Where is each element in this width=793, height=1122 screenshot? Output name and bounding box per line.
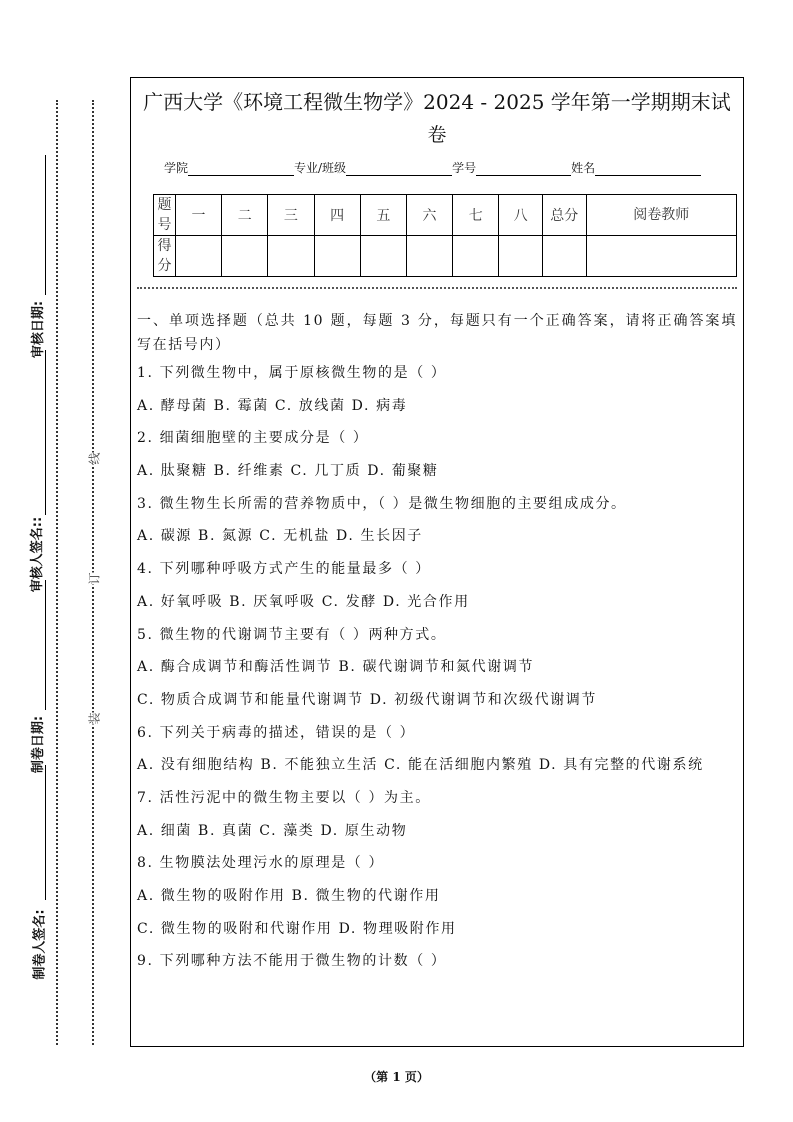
signature-line (45, 350, 46, 515)
table-header-cell: 总分 (542, 195, 586, 236)
dotted-margin-line (56, 100, 58, 1045)
name-label: 姓名 (571, 161, 596, 175)
question-options: A. 细菌 B. 真菌 C. 藻类 D. 原生动物 (137, 822, 408, 839)
question-stem: 4. 下列哪种呼吸方式产生的能量最多（ ） (137, 561, 431, 578)
table-header-cell: 四 (314, 195, 360, 236)
table-header-cell: 一 (175, 195, 221, 236)
question-stem: 8. 生物膜法处理污水的原理是（ ） (137, 855, 385, 872)
question-options: A. 好氧呼吸 B. 厌氧呼吸 C. 发酵 D. 光合作用 (137, 593, 470, 610)
signature-line (45, 580, 46, 710)
question-options: A. 碳源 B. 氮源 C. 无机盐 D. 生长因子 (137, 528, 423, 545)
question-stem: 1. 下列微生物中，属于原核微生物的是（ ） (137, 365, 447, 381)
compile-date-label: 制卷日期: (31, 715, 47, 774)
score-cell[interactable] (406, 236, 452, 277)
question-options: A. 酶合成调节和酶活性调节 B. 碳代谢调节和氮代谢调节 (137, 659, 535, 676)
id-label: 学号 (452, 161, 477, 175)
compiler-signature-label: 制卷人签名: (32, 909, 48, 980)
table-header-cell: 阅卷教师 (586, 195, 736, 236)
reviewer-signature-label: 审核人签名:: (30, 516, 46, 593)
section-heading: 一、单项选择题（总共 10 题，每题 3 分，每题只有一个正确答案，请将正确答案填写在括号内） (137, 313, 737, 353)
score-cell[interactable] (314, 236, 360, 277)
score-cell[interactable] (586, 236, 736, 277)
name-field[interactable] (595, 163, 701, 176)
table-header-cell: 五 (360, 195, 406, 236)
score-table (153, 194, 737, 277)
signature-line (45, 155, 46, 295)
binding-mark-staple: 订 (84, 572, 105, 584)
score-row-label: 得分 (154, 236, 176, 277)
score-cell[interactable] (542, 236, 586, 277)
question-options: A. 微生物的吸附作用 B. 微生物的代谢作用 (137, 888, 441, 904)
college-field[interactable] (188, 163, 294, 176)
question-stem: 9. 下列哪种方法不能用于微生物的计数（ ） (137, 953, 447, 970)
college-label: 学院 (164, 161, 189, 175)
exam-title: 广西大学《环境工程微生物学》2024 - 2025 学年第一学期期末试 (143, 90, 731, 114)
question-options: C. 物质合成调节和能量代谢调节 D. 初级代谢调节和次级代谢调节 (137, 691, 597, 708)
question-stem: 5. 微生物的代谢调节主要有（ ）两种方式。 (137, 626, 447, 643)
table-header-cell: 题号 (154, 195, 176, 236)
exam-title-cont: 卷 (427, 124, 447, 146)
table-header-row (154, 195, 737, 236)
student-info (164, 160, 737, 176)
table-header-cell: 二 (222, 195, 268, 236)
major-label: 专业/班级 (294, 161, 347, 175)
score-cell[interactable] (222, 236, 268, 277)
question-stem: 3. 微生物生长所需的营养物质中，（ ）是微生物细胞的主要组成成分。 (137, 495, 627, 512)
page-number: （第 1 页） (364, 1070, 429, 1084)
table-header-cell: 七 (453, 195, 499, 236)
score-cell[interactable] (499, 236, 543, 277)
question-stem: 2. 细菌细胞壁的主要成分是（ ） (137, 430, 369, 447)
question-options: A. 酵母菌 B. 霉菌 C. 放线菌 D. 病毒 (137, 397, 408, 414)
score-row (154, 236, 737, 277)
table-header-cell: 八 (499, 195, 543, 236)
id-field[interactable] (476, 163, 571, 176)
score-cell[interactable] (360, 236, 406, 277)
binding-mark-bind: 装 (84, 712, 105, 724)
question-options: C. 微生物的吸附和代谢作用 D. 物理吸附作用 (137, 920, 457, 937)
exam-frame (130, 77, 744, 1047)
review-date-label: 审核日期: (31, 300, 47, 359)
table-header-cell: 三 (268, 195, 314, 236)
table-header-cell: 六 (406, 195, 452, 236)
question-stem: 6. 下列关于病毒的描述，错误的是（ ） (137, 724, 416, 741)
question-options: A. 肽聚糖 B. 纤维素 C. 几丁质 D. 葡聚糖 (137, 463, 439, 480)
signature-line (45, 765, 46, 900)
score-cell[interactable] (175, 236, 221, 277)
major-field[interactable] (346, 163, 452, 176)
question-stem: 7. 活性污泥中的微生物主要以（ ）为主。 (137, 789, 431, 806)
dotted-divider (137, 287, 737, 289)
questions (137, 309, 737, 983)
question-options: A. 没有细胞结构 B. 不能独立生活 C. 能在活细胞内繁殖 D. 具有完整的代谢系统 (137, 757, 704, 774)
score-cell[interactable] (268, 236, 314, 277)
score-cell[interactable] (453, 236, 499, 277)
binding-mark-line: 线 (84, 452, 105, 464)
